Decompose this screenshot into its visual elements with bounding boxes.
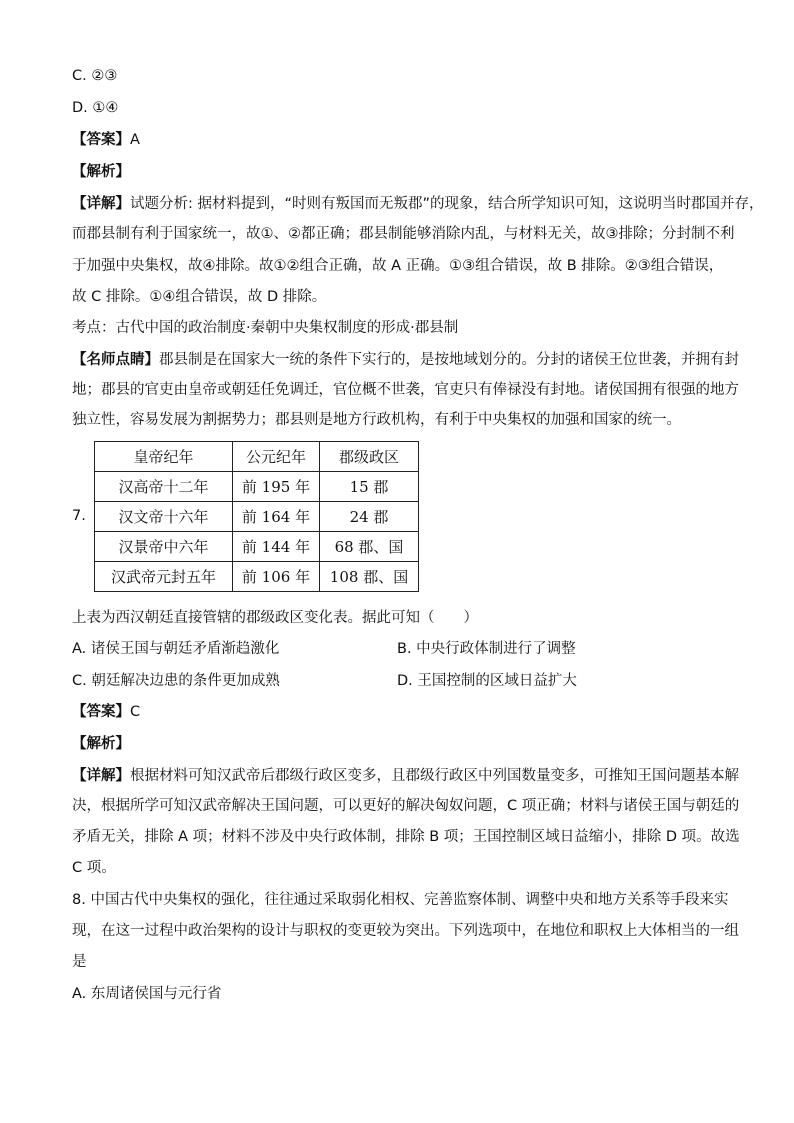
q6-detail-line: 故 C 排除。①④组合错误，故 D 排除。: [72, 289, 327, 305]
tip-label: 【名师点睛】: [72, 352, 159, 368]
q7-analysis-label: 【解析】: [72, 736, 130, 752]
detail-label: 【详解】: [72, 196, 130, 212]
table-row: [95, 562, 419, 592]
q7-table: [94, 441, 419, 592]
q6-tip-line: 独立性，容易发展为割据势力；郡县则是地方行政机构，有利于中央集权的加强和国家的统一。: [72, 412, 681, 428]
table-row: [95, 502, 419, 532]
q6-tip-line: [72, 350, 739, 370]
table-cell: 汉文帝十六年: [95, 502, 233, 532]
q7-detail-line: 矛盾无关，排除 A 项；材料不涉及中央行政体制，排除 B 项；王国控制区域日益缩小，排除 D 项。故选: [72, 829, 740, 845]
answer-label: 【答案】: [72, 704, 130, 720]
q7-option-c: C. 朝廷解决边患的条件更加成熟: [72, 673, 280, 689]
answer-value: A: [130, 132, 140, 148]
q6-kaodian: 考点：古代中国的政治制度·秦朝中央集权制度的形成·郡县制: [72, 320, 459, 336]
table-cell: 24 郡: [320, 502, 419, 532]
table-cell: 前 106 年: [233, 562, 320, 592]
q7-detail-line: 决，根据所学可知汉武帝解决王国问题，可以更好的解决匈奴问题，C 项正确；材料与诸侯王国与朝廷的: [72, 798, 740, 814]
table-row: [95, 472, 419, 502]
q6-detail-line: [72, 194, 764, 214]
q6-answer: [72, 130, 140, 150]
table-cell: 15 郡: [320, 472, 419, 502]
option-c: C. ②③: [72, 68, 118, 84]
q7-detail-line: [72, 766, 739, 786]
option-d: D. ①④: [72, 100, 119, 116]
tip-text: 郡县制是在国家大一统的条件下实行的，是按地域划分的。分封的诸侯王位世袭，并拥有封: [159, 352, 739, 368]
q7-option-d: D. 王国控制的区域日益扩大: [397, 673, 577, 689]
q7-option-b: B. 中央行政体制进行了调整: [397, 641, 576, 657]
q8-stem-line: 是: [72, 954, 87, 970]
table-header-cell: 皇帝纪年: [95, 442, 233, 472]
table-cell: 前 195 年: [233, 472, 320, 502]
table-cell: 前 164 年: [233, 502, 320, 532]
table-row: [95, 532, 419, 562]
q6-analysis-label: 【解析】: [72, 164, 130, 180]
q6-detail-line: 而郡县制有利于国家统一，故①、②都正确；郡县制能够消除内乱，与材料无关，故③排除；分封制不利: [72, 226, 735, 242]
q7-detail-line: C 项。: [72, 860, 116, 876]
q7-option-a: A. 诸侯王国与朝廷矛盾渐趋激化: [72, 641, 280, 657]
detail-text: 根据材料可知汉武帝后郡级行政区变多，且郡级行政区中列国数量变多，可推知王国问题基本解: [130, 768, 739, 784]
q8-option-a: A. 东周诸侯国与元行省: [72, 986, 222, 1002]
detail-text: 试题分析: 据材料提到，“时则有叛国而无叛郡”的现象，结合所学知识可知，这说明当时郡国并存，: [130, 196, 764, 212]
q7-options-row: [72, 639, 722, 659]
q6-tip-line: 地；郡县的官吏由皇帝或朝廷任免调迁，官位概不世袭，官吏只有俸禄没有封地。诸侯国拥有很强的地方: [72, 382, 739, 398]
table-header-cell: 公元纪年: [233, 442, 320, 472]
q8-stem-line: 现，在这一过程中政治架构的设计与职权的变更较为突出。下列选项中，在地位和职权上大体相当的一组: [72, 923, 739, 939]
table-cell: 汉武帝元封五年: [95, 562, 233, 592]
q8-stem-line: 8. 中国古代中央集权的强化，往往通过采取弱化相权、完善监察体制、调整中央和地方关系等手段来实: [72, 892, 729, 908]
q7-options-row: [72, 671, 722, 691]
table-cell: 前 144 年: [233, 532, 320, 562]
table-cell: 汉高帝十二年: [95, 472, 233, 502]
q7-stem: 上表为西汉朝廷直接管辖的郡级政区变化表。据此可知（ ）: [72, 610, 478, 626]
table-cell: 108 郡、国: [320, 562, 419, 592]
answer-label: 【答案】: [72, 132, 130, 148]
table-header-row: [95, 442, 419, 472]
answer-value: C: [130, 704, 141, 720]
table-header-cell: 郡级政区: [320, 442, 419, 472]
table-cell: 68 郡、国: [320, 532, 419, 562]
detail-label: 【详解】: [72, 768, 130, 784]
q7-answer: [72, 702, 140, 722]
q7-number: 7.: [72, 508, 86, 524]
table-cell: 汉景帝中六年: [95, 532, 233, 562]
q6-detail-line: 于加强中央集权，故④排除。故①②组合正确，故 A 正确。①③组合错误，故 B 排除。②③组合错误，: [72, 258, 724, 274]
